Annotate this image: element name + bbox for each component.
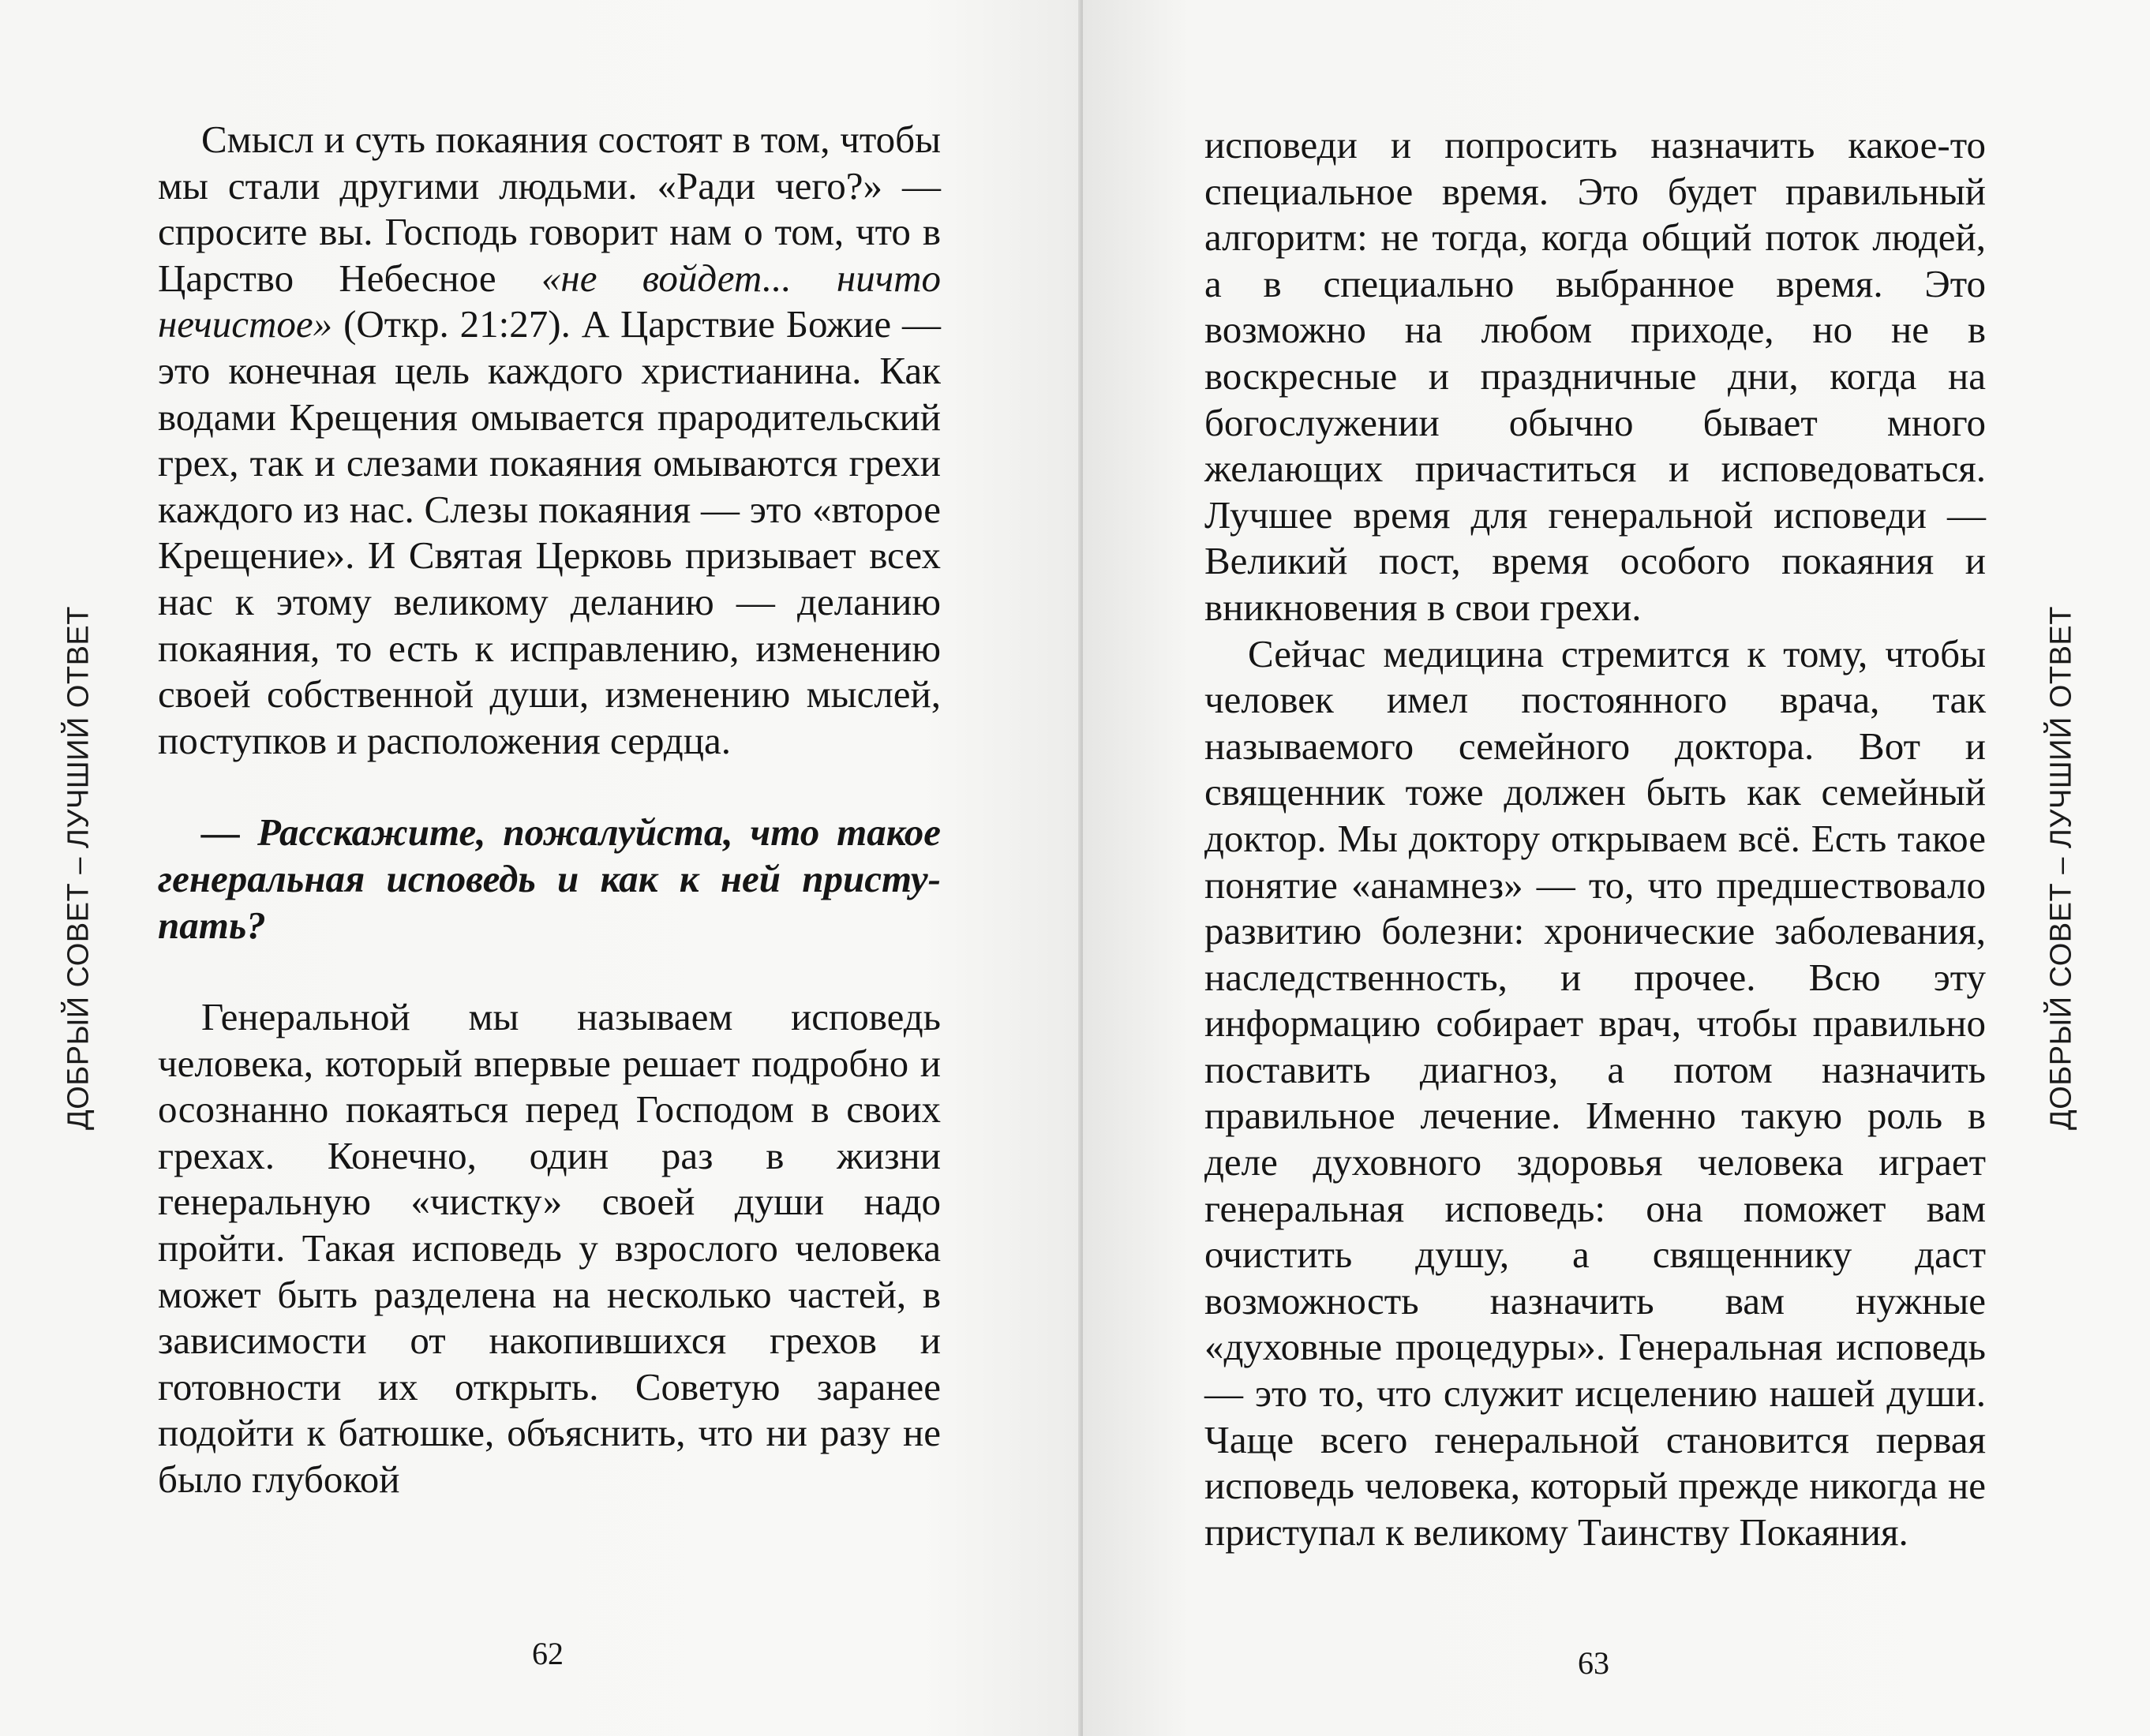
left-paragraph-2: Генеральной мы называем исповедь человека, который впервые решает подробно и осознанно покаяться перед Господом в своих грехах. Конечно, один раз в жизни генеральную «чистку» своей души надо пройти. Такая исповедь у взрослого человека может быть разделена на несколько частей, в зависимости от накопившихся грехов и готовности их открыть. Советую заранее подойти к батюшке, объяснить, что ни разу не было глубокой — [158, 995, 941, 1502]
running-head-left: ДОБРЫЙ СОВЕТ – ЛУЧШИЙ ОТВЕТ — [62, 606, 96, 1130]
running-head-right: ДОБРЫЙ СОВЕТ – ЛУЧШИЙ ОТВЕТ — [2044, 606, 2078, 1130]
right-paragraph-2: Сейчас медицина стремится к тому, чтобы человек имел постоянного врача, так называемого семейного доктора. Вот и священник тоже должен быть как семейный доктор. Мы доктору открываем всё. Есть такое понятие «анамнез» — то, что предшествовало развитию болезни: хронические заболевания, наследственность, и прочее. Всю эту информацию собирает врач, чтобы правильно поставить диагноз, а потом назначить правильное лечение. Именно такую роль в деле духовного здоровья человека играет генеральная исповедь: она поможет вам очистить душу, а священнику даст возможность назначить вам нужные «духовные процедуры». Генеральная исповедь — это то, что служит исцелению нашей души. Чаще всего генеральной становится первая исповедь человека, который прежде никогда не приступал к великому Таинству Покаяния. — [1204, 631, 1986, 1554]
interview-question: — Расскажите, пожалуйста, что такое генеральная исповедь и как к ней приступать? — [158, 810, 941, 947]
left-paragraph-1-start: Смысл и суть покаяния состоят в том, чтобы мы стали другими людьми. «Ради чего?» — спросите вы. Господь говорит нам о том, что в Царство Небесное — [158, 118, 941, 300]
right-page-text — [1204, 122, 1986, 1555]
left-paragraph-1-end: (Откр. 21:27). А Царствие Божие — это конечная цель каждого христианина. Как водами Крещения омывается прародительский грех, так и слезами покаяния омываются грехи каждого из нас. Слезы покаяния — это «второе Крещение». И Святая Церковь призывает всех нас к этому великому деланию — деланию покаяния, то есть к исправлению, изменению своей собственной души, изменению мыслей, поступков и расположения сердца. — [158, 302, 941, 762]
page-number-right: 63 — [1578, 1645, 1609, 1681]
right-paragraph-1: исповеди и попросить назначить какое-то специальное время. Это будет правильный алгоритм: не тогда, когда общий поток людей, а в специально выбранное время. Это возможно на любом приходе, но не в воскресные и праздничные дни, когда на богослужении обычно бывает много желающих причаститься и исповедоваться. Лучшее время для генеральной исповеди — Великий пост, время особого покаяния и вникновения в свои грехи. — [1204, 123, 1986, 629]
page-number-left: 62 — [532, 1636, 564, 1671]
left-page-text — [158, 117, 941, 1503]
scripture-quote: «не войдет... ничто нечистое» — [158, 256, 941, 346]
left-paragraph-1 — [158, 117, 941, 764]
